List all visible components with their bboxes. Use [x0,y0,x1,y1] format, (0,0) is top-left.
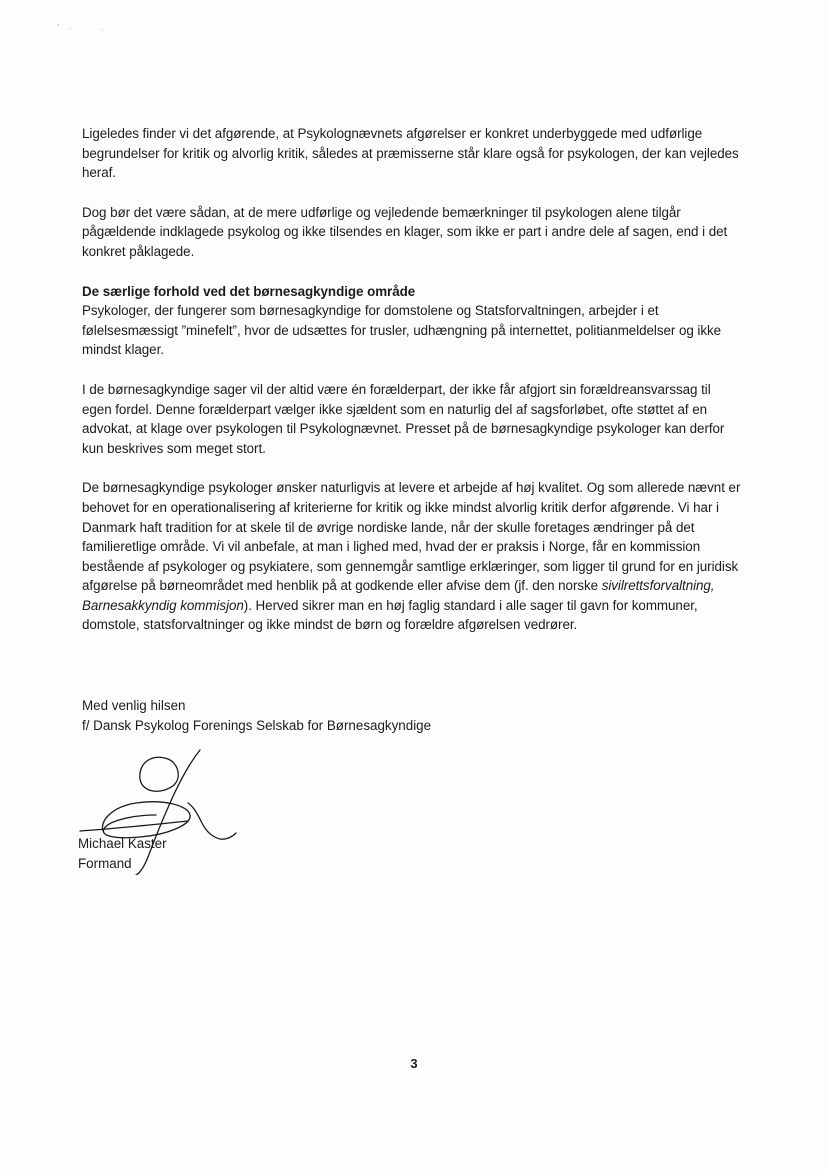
page-number: 3 [410,1056,418,1071]
section-child-expert-area [82,282,742,360]
letter-body [82,124,742,655]
signer-title: Formand [78,855,132,871]
paragraph-parent-party: I de børnesagkyndige sager vil der altid være én forælderpart, der ikke får afgjort sin forældreansvarssag til egen fordel. Denne forælderpart vælger ikke sjældent som en naturlig del af sagsforløbet, ofte støttet af en advokat, at klage over psykologen til Psykolognævnet. Presset på de børnesagkyndige psykologer kan derfor kun beskrives som meget stort. [82,381,725,456]
scan-specks [55,20,115,36]
paragraph-decisions-justified: Ligeledes finder vi det afgørende, at Psykolognævnets afgørelser er konkret underbyggede med udførlige begrundelser for kritik og alvorlig kritik, således at præmisserne står klare også for psykologen, der kan vejledes heraf. [82,126,739,181]
recommendation-text-end: ). Herved sikrer man en høj faglig standard i alle sager til gavn for kommuner, domstole, statsforvaltninger og ikke mindst de børn og forældre afgørelsen vedrører. [82,597,698,633]
closing-organization: f/ Dansk Psykolog Forenings Selskab for Børnesagkyndige [82,717,432,733]
signer-block [78,834,167,873]
closing-greeting: Med venlig hilsen [82,698,186,713]
paragraph-remarks-to-psychologist: Dog bør det være sådan, at de mere udførlige og vejledende bemærkninger til psykologen alene tilgår pågældende indklagede psykolog og ikke tilsendes en klager, som ikke er part i andre dele af sagen, end i det konkret påklagede. [82,204,728,259]
signer-name: Michael Kaster [78,836,167,851]
recommendation-italic-reference: sivilrettsforvaltning, Barnesakkyndig kommisjon [82,578,715,613]
closing-block [82,696,682,735]
paragraph-recommendation [82,478,742,635]
section-heading: De særlige forhold ved det børnesagkyndige område [82,283,416,299]
paragraph-minefield: Psykologer, der fungerer som børnesagkyndige for domstolene og Statsforvaltningen, arbejder i et følelsesmæssigt ”minefelt”, hvor de udsættes for trusler, udhængning på internettet, politianmeldelser og ikke mindst klager. [82,303,722,358]
recommendation-text-start: De børnesagkyndige psykologer ønsker naturligvis at levere et arbejde af høj kvalitet. Og som allerede nævnt er behovet for en operationalisering af kriterierne for kritik og ikke mindst alvorlig kritik derfor afgørende. Vi har i Danmark haft tradition for at skele til de øvrige nordiske lande, når der skulle foretages ændringer på det familieretlige område. Vi vil anbefale, at man i lighed med, hvad der er praksis i Norge, får en kommission bestående af psykologer og psykiatere, som gennemgår samtlige erklæringer, som ligger til grund for en juridisk afgørelse på børneområdet med henblik på at godkende eller afvise dem (jf. den norske [82,480,741,594]
